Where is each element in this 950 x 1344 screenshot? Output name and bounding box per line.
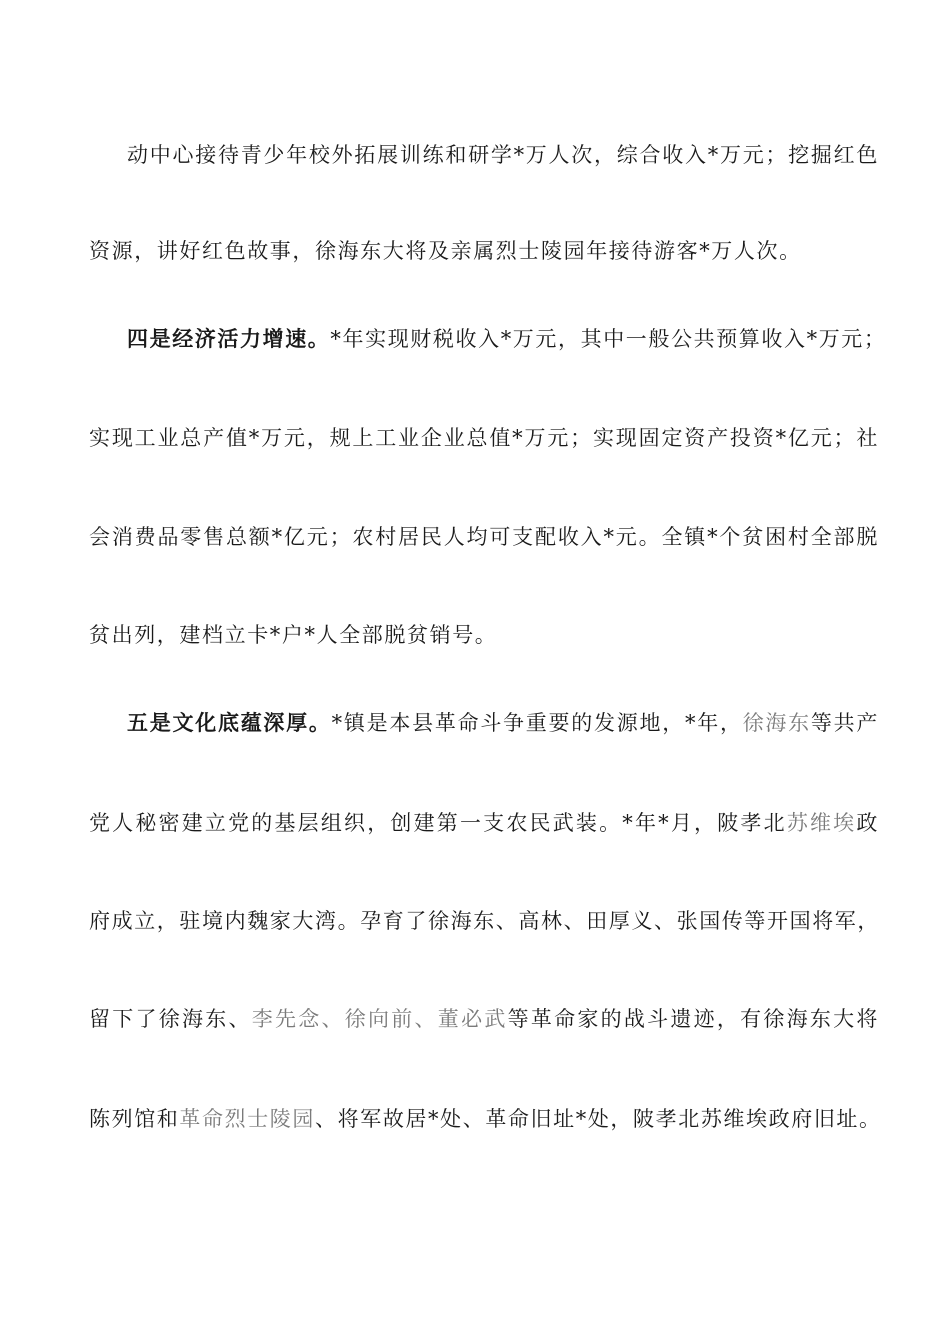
paragraph-4-line-1 <box>127 324 887 354</box>
paragraph-5-line-3: 府成立，驻境内魏家大湾。孕育了徐海东、高林、田厚义、张国传等开国将军， <box>89 909 880 933</box>
paragraph-5-line-1-b: 徐海东 <box>742 711 811 735</box>
paragraph-5-line-5-c: 、将军故居*处、革命旧址*处，陂孝北苏维埃政府旧址。 <box>315 1107 882 1131</box>
paragraph-line-1: 动中心接待青少年校外拓展训练和研学*万人次，综合收入*万元；挖掘红色 <box>127 143 879 167</box>
paragraph-line-2: 资源，讲好红色故事，徐海东大将及亲属烈士陵园年接待游客*万人次。 <box>89 239 802 263</box>
paragraph-5-line-2-a: 党人秘密建立党的基层组织，创建第一支农民武装。*年*月，陂孝北 <box>89 811 787 835</box>
paragraph-5-line-2-b: 苏维埃 <box>786 811 857 835</box>
paragraph-5-heading: 五是文化底蕴深厚。 <box>127 711 332 735</box>
paragraph-5-line-4-c: 等革命家的战斗遗迹，有徐海东大将 <box>507 1007 879 1031</box>
paragraph-5-line-4-a: 留下了徐海东、 <box>89 1007 252 1031</box>
paragraph-5-line-5-a: 陈列馆和 <box>89 1107 180 1131</box>
paragraph-4-line-2: 实现工业总产值*万元，规上工业企业总值*万元；实现固定资产投资*亿元；社 <box>89 426 879 450</box>
paragraph-5-line-2-c: 政 <box>856 811 879 835</box>
paragraph-5-line-1-c: 等共产 <box>810 711 879 735</box>
paragraph-5-line-2 <box>89 808 879 838</box>
paragraph-5-line-1 <box>127 708 879 738</box>
paragraph-5-line-4-b: 李先念、徐向前、董必武 <box>251 1007 508 1031</box>
paragraph-4-line-3: 会消费品零售总额*亿元；农村居民人均可支配收入*元。全镇*个贫困村全部脱 <box>89 525 879 549</box>
paragraph-4-line-1-text: *年实现财税收入*万元，其中一般公共预算收入*万元； <box>330 327 887 351</box>
paragraph-5-line-4 <box>89 1004 879 1034</box>
paragraph-4-heading: 四是经济活力增速。 <box>127 327 331 351</box>
paragraph-5-line-5-b: 革命烈士陵园 <box>179 1107 316 1131</box>
paragraph-5-line-1-a: *镇是本县革命斗争重要的发源地，*年， <box>331 711 743 735</box>
paragraph-5-line-5 <box>89 1104 882 1134</box>
paragraph-4-line-4: 贫出列，建档立卡*户*人全部脱贫销号。 <box>89 623 498 647</box>
